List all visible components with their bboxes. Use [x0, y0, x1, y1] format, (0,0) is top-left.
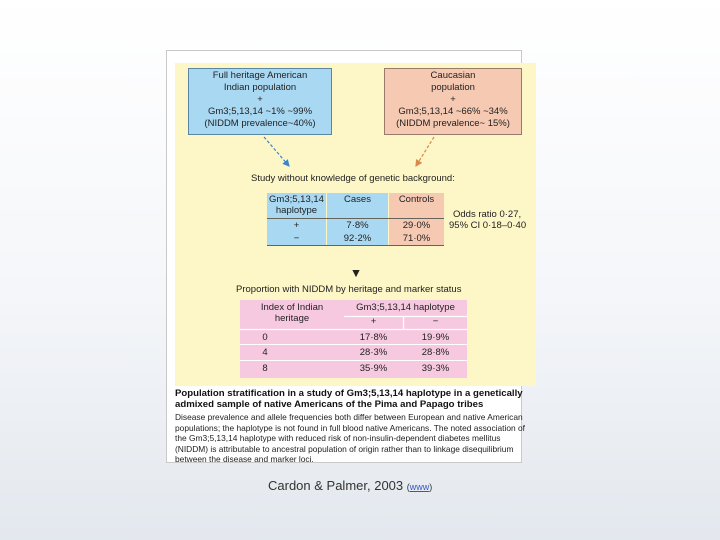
table2-row-plus: 28·3%: [359, 347, 388, 358]
arrow-orange: [416, 137, 434, 166]
table2-row-index: 0: [262, 332, 268, 343]
table1-row-cases: 92·2%: [343, 233, 372, 244]
box-line: Gm3;5,13,14 ~1% ~99%: [207, 106, 313, 117]
box-line: (NIDDM prevalence~ 15%): [396, 118, 510, 129]
table2-index-line1: Index of Indian: [260, 302, 324, 313]
table1-row-haplotype: +: [293, 220, 300, 231]
citation-paren-close: ): [429, 482, 433, 492]
table2-row-plus: 35·9%: [359, 363, 388, 374]
box-line: +: [257, 94, 263, 105]
figure-caption-body: Disease prevalence and allele frequencies both differ between European and native American populations; the haplotype is not found in full blood native Americans. The noted association of the Gm3;5,13,14 haplotype with reduced risk of non-insulin-dependent diabetes mellitus (NIDDM) is attributable to ancestral population of origin rather than to linkage disequilibrium between the disease and marker loci.: [175, 412, 525, 465]
box-line: Caucasian: [430, 70, 476, 81]
box-line: Full heritage American: [212, 70, 308, 81]
box-line: population: [431, 82, 475, 93]
table2-row-index: 4: [262, 347, 268, 358]
citation-paren-open: (: [406, 482, 410, 492]
table1-row-haplotype: −: [293, 233, 300, 244]
proportion-heading: Proportion with NIDDM by heritage and marker status: [236, 284, 462, 295]
table2-row-minus: 28·8%: [421, 347, 450, 358]
table2-row-index: 8: [262, 363, 268, 374]
box-line: +: [450, 94, 456, 105]
table2-row-plus: 17·8%: [359, 332, 388, 343]
citation-link[interactable]: www: [409, 482, 430, 492]
citation: [268, 478, 432, 493]
table1-haplotype-line2: haplotype: [275, 205, 318, 216]
figure-caption-title: Population stratification in a study of Gm3;5,13,14 haplotype in a genetically admixed sample of native Americans of the Pima and Papago tribes: [175, 388, 523, 410]
box-line: Gm3;5,13,14 ~66% ~34%: [398, 106, 508, 117]
table1-haplotype-line1: Gm3;5,13,14: [269, 194, 324, 205]
table2-row-minus: 19·9%: [421, 332, 450, 343]
table2-index-line2: heritage: [274, 313, 310, 324]
box-line: Indian population: [223, 82, 297, 93]
table2-row-minus: 39·3%: [421, 363, 450, 374]
table1-header-controls-label: Controls: [398, 194, 435, 205]
study-heading: Study without knowledge of genetic background:: [251, 173, 455, 184]
table2-header-haplotype: Gm3;5,13,14 haplotype: [356, 302, 455, 313]
odds-ratio: Odds ratio 0·27,: [453, 209, 522, 220]
table1-row-cases: 7·8%: [346, 220, 369, 231]
table1-header-haplotype: [267, 194, 326, 216]
box-line: (NIDDM prevalence~40%): [204, 118, 316, 129]
table1-header-cases-label: Cases: [344, 194, 371, 205]
table1-row-controls: 71·0%: [402, 233, 431, 244]
table2-header-index: [240, 302, 344, 324]
table2-header-plus: +: [370, 316, 377, 327]
citation-text: Cardon & Palmer, 2003: [268, 478, 404, 493]
confidence-interval: 95% CI 0·18–0·40: [449, 220, 527, 231]
table1-row-controls: 29·0%: [402, 220, 431, 231]
arrow-blue: [264, 137, 289, 166]
table2-header-minus: −: [432, 316, 439, 327]
